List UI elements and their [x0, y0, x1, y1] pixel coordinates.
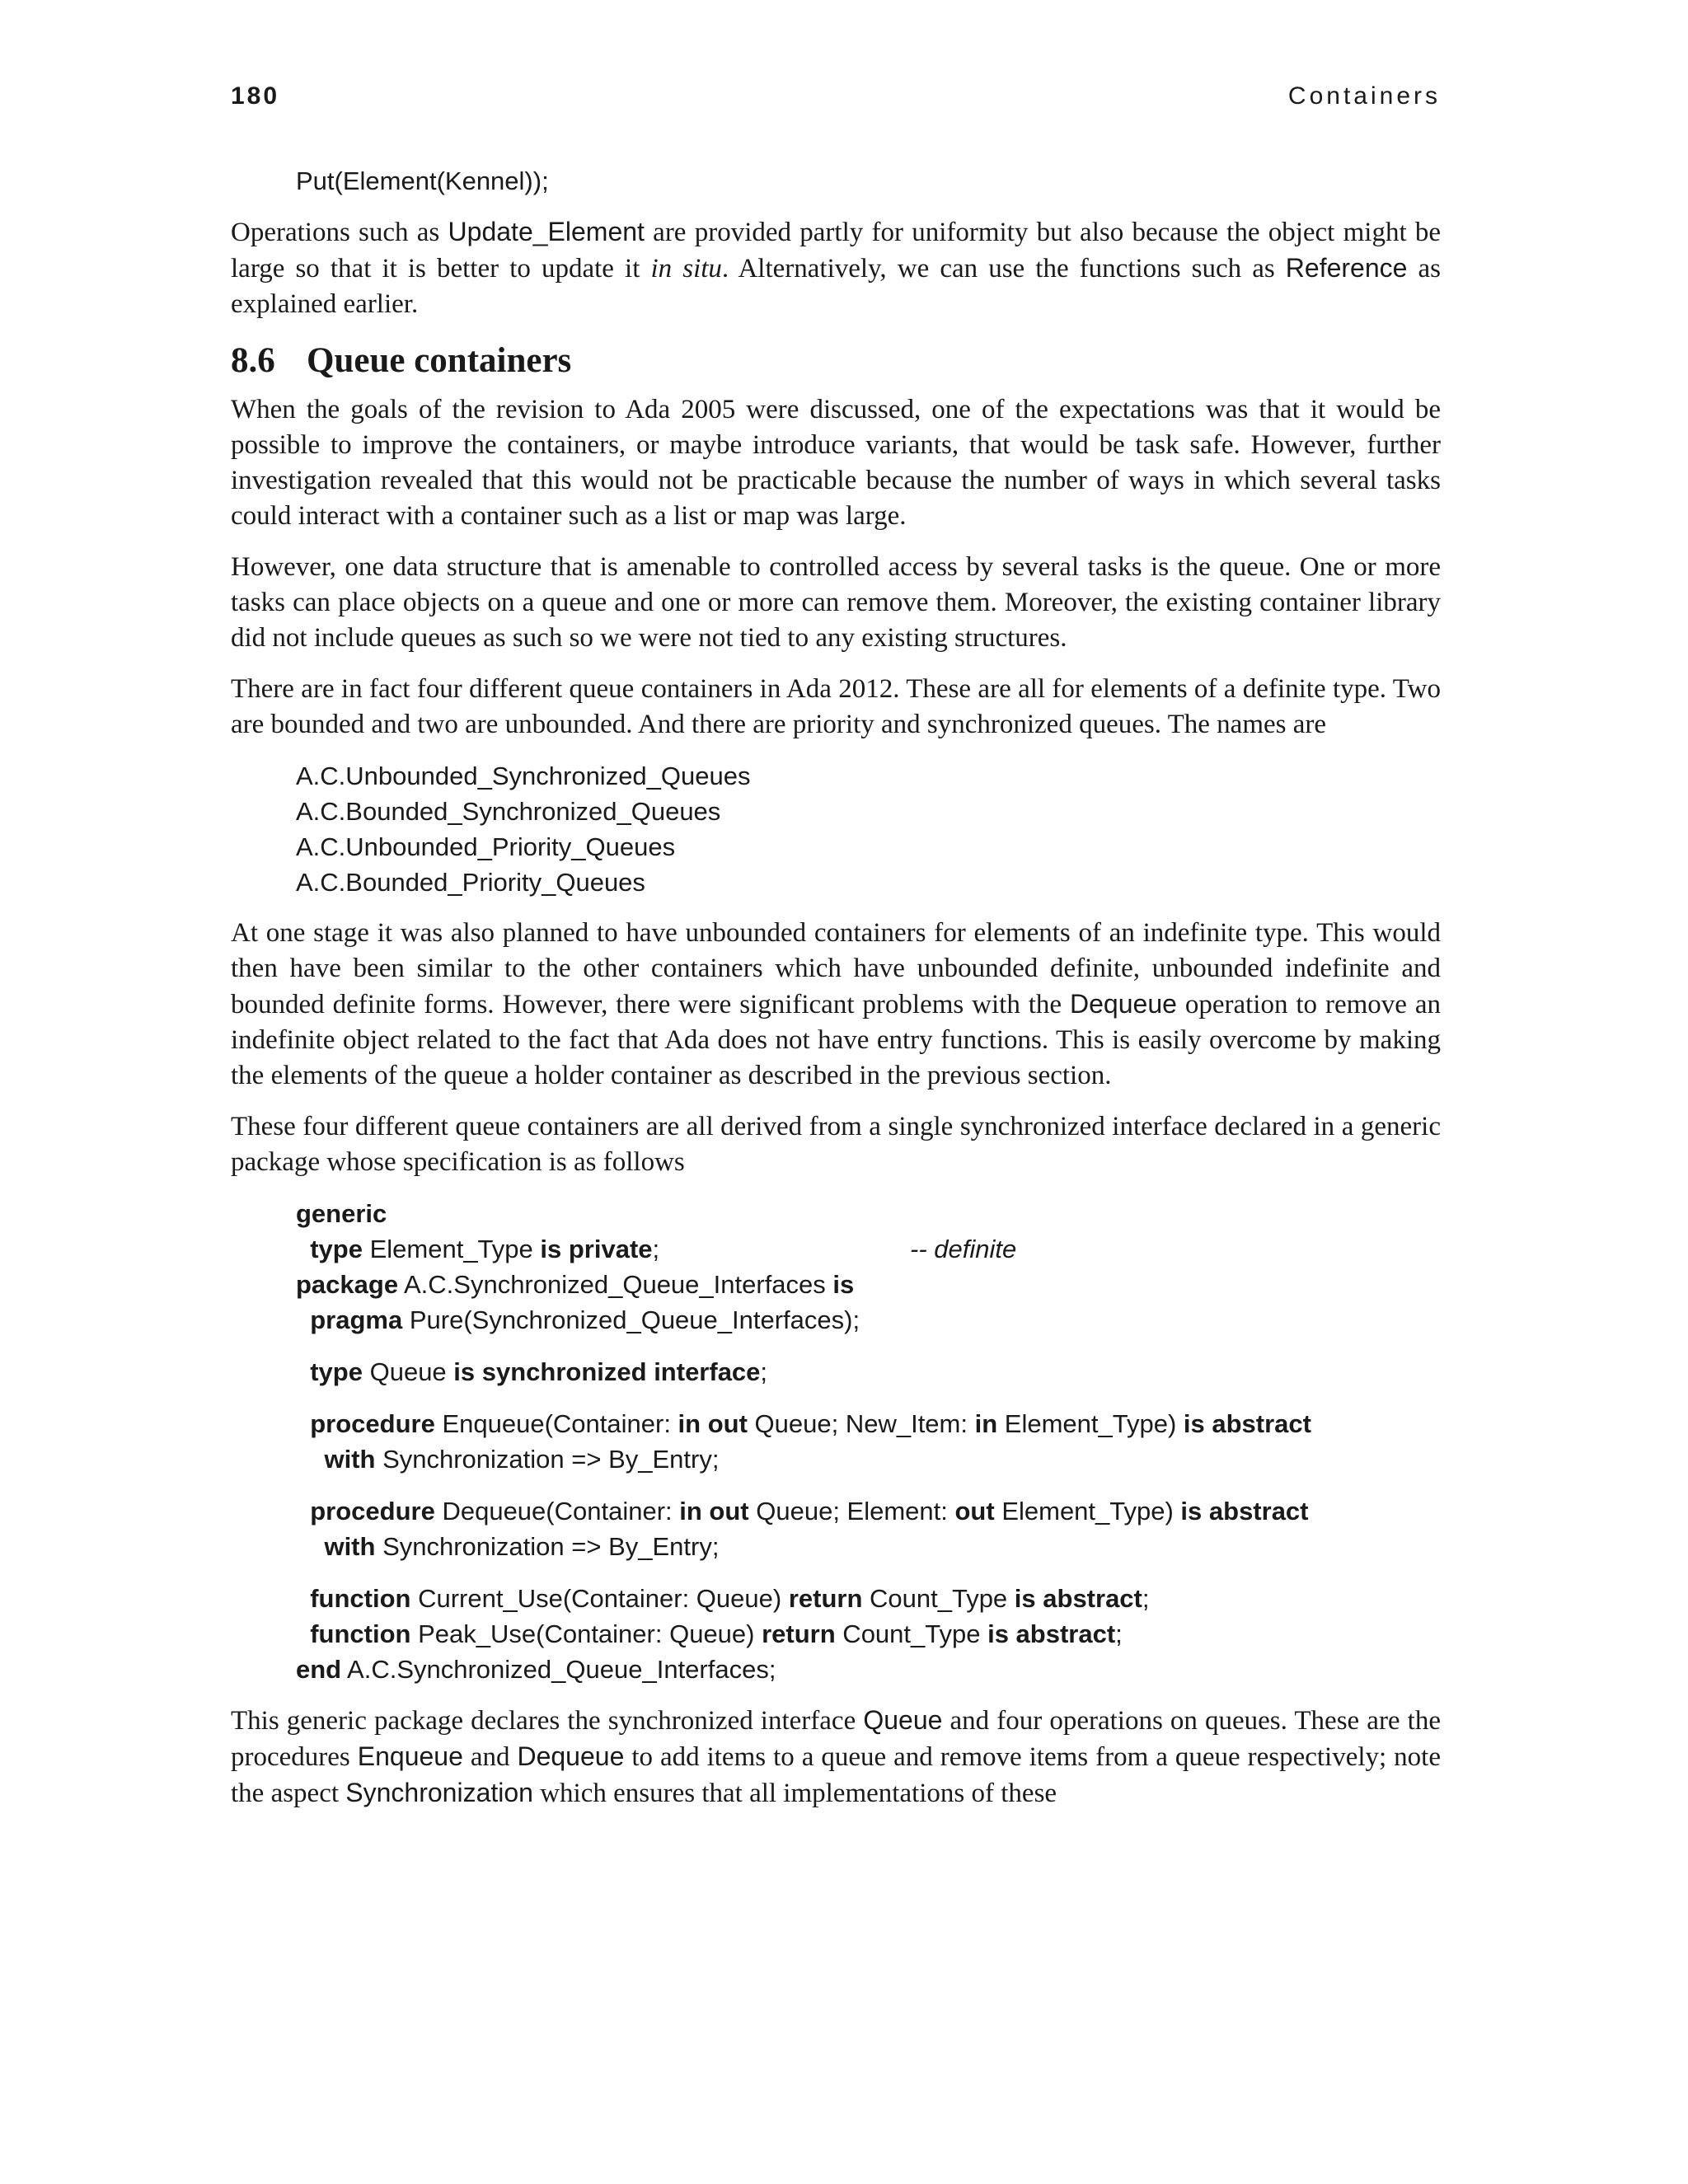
paragraph-2: When the goals of the revision to Ada 2005 were discussed, one of the expectations was that it would be possible to improve the containers, or maybe introduce variants, that would be task safe. However, further investigation revealed that this would not be practicable because the number of ways in which several tasks could interact with a container such as a list or map was large.: [231, 395, 1441, 531]
paragraph-6: These four different queue containers are all derived from a single synchronized interface declared in a generic package whose specification is as follows: [231, 1112, 1441, 1177]
list-item: A.C.Unbounded_Priority_Queues: [296, 832, 676, 861]
section-heading: 8.6 Queue containers: [231, 341, 572, 380]
code-line: end A.C.Synchronized_Queue_Interfaces;: [296, 1655, 776, 1684]
paragraph-1: Operations such as Update_Element are provided partly for uniformity but also because the object might be large so that it is better to update it in situ. Alternatively, we can use the functions such as Reference as explained earlier.: [231, 217, 1442, 319]
paragraph-5: At one stage it was also planned to have unbounded containers for elements of an indefinite type. This would then have been similar to the other containers which have unbounded definite, unbounded indefinite and bounded definite forms. However, there were significant problems with the Dequeue operation to remove an indefinite object related to the fact that Ada does not have entry functions. This is easily overcome by making the elements of the queue a holder container as described in the previous section.: [231, 918, 1442, 1090]
list-item: A.C.Bounded_Synchronized_Queues: [296, 797, 721, 826]
paragraph-3: However, one data structure that is amenable to controlled access by several tasks is the queue. One or more tasks can place objects on a queue and one or more can remove them. Moreover, the existing container library did not include queues as such so we were not tied to any existing structures.: [231, 552, 1441, 653]
page-body: [231, 163, 1441, 1827]
paragraph-7: This generic package declares the synchronized interface Queue and four operations on queues. These are the procedures Enqueue and Dequeue to add items to a queue and remove items from a queue respectively; note the aspect Synchronization which ensures that all implementations of these: [231, 1705, 1441, 1808]
code-line: pragma Pure(Synchronized_Queue_Interfaces);: [310, 1305, 860, 1334]
list-item: A.C.Unbounded_Synchronized_Queues: [296, 762, 751, 790]
running-header-title: Containers: [1287, 82, 1441, 110]
queue-names-list: [296, 758, 1441, 900]
page-number: 180: [231, 82, 280, 110]
code-line: with Synchronization => By_Entry;: [324, 1445, 720, 1474]
code-line: type Queue is synchronized interface;: [310, 1357, 768, 1386]
code-comment: -- definite: [910, 1235, 1017, 1263]
code-line: function Current_Use(Container: Queue) return Count_Type is abstract;: [310, 1584, 1150, 1613]
code-line: package A.C.Synchronized_Queue_Interfaces is: [296, 1270, 855, 1299]
code-line: Put(Element(Kennel));: [296, 166, 549, 195]
code-line: with Synchronization => By_Entry;: [324, 1532, 720, 1561]
code-line: type Element_Type is private; -- definite: [296, 1231, 1441, 1267]
code-line: generic: [296, 1199, 387, 1228]
paragraph-4: There are in fact four different queue containers in Ada 2012. These are all for elements of a definite type. Two are bounded and two are unbounded. And there are priority and synchronized queues. The names are: [231, 674, 1441, 739]
code-line: function Peak_Use(Container: Queue) return Count_Type is abstract;: [310, 1619, 1123, 1648]
code-line: procedure Enqueue(Container: in out Queue; New_Item: in Element_Type) is abstract: [310, 1409, 1311, 1438]
code-block: [296, 1196, 1441, 1687]
code-line: procedure Dequeue(Container: in out Queue; Element: out Element_Type) is abstract: [310, 1497, 1309, 1526]
list-item: A.C.Bounded_Priority_Queues: [296, 868, 645, 897]
